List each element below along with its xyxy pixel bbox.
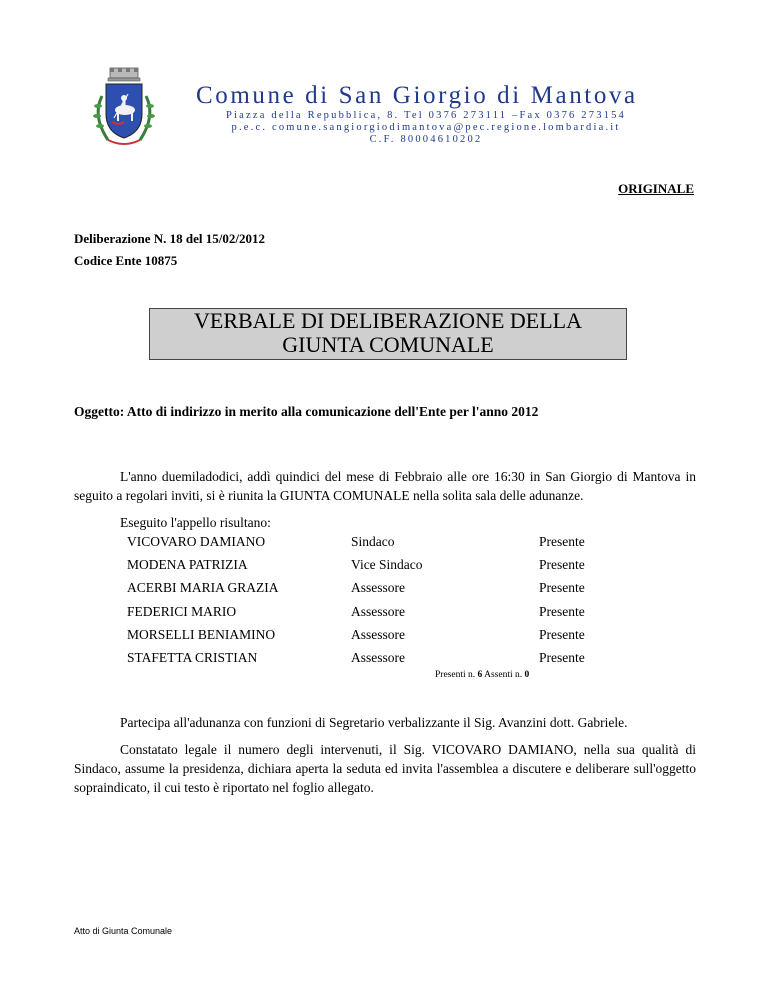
deliberation-number: Deliberazione N. 18 del 15/02/2012 (74, 231, 266, 246)
intro-paragraph: L'anno duemiladodici, addì quindici del mese di Febbraio alle ore 16:30 in San Giorgio di Mantova in seguito a regolari inviti, si è riunita la GIUNTA COMUNALE nella solita sala delle adunanze. (74, 469, 696, 503)
present-count: 6 (477, 670, 483, 680)
member-name: FEDERICI MARIO (127, 603, 237, 619)
document-title-box (149, 308, 627, 360)
member-name: MORSELLI BENIAMINO (127, 626, 276, 642)
list-item (127, 625, 627, 648)
document-title-line-2: GIUNTA COMUNALE (282, 332, 494, 357)
address-line: Piazza della Repubblica, 8. Tel 0376 273111 –Fax 0376 273154 (225, 110, 627, 121)
member-status: Presente (539, 626, 585, 642)
member-name: VICOVARO DAMIANO (127, 534, 266, 549)
member-role: Sindaco (351, 534, 395, 549)
member-status: Presente (539, 557, 585, 573)
subject-line: Oggetto: Atto di indirizzo in merito alla comunicazione dell'Ente per l'anno 2012 (74, 404, 539, 419)
pec-line: p.e.c. comune.sangiorgiodimantova@pec.regione.lombardia.it (231, 122, 621, 133)
attendance-list (127, 532, 627, 671)
member-role: Vice Sindaco (351, 557, 423, 573)
presidency-paragraph: Constatato legale il numero degli intervenuti, il Sig. VICOVARO DAMIANO, nella sua qualità di Sindaco, assume la presidenza, dichiara aperta la seduta ed invita l'assemblea a discutere e deliberare sull'oggetto sopraindicato, il cui testo è riportato nel foglio allegato. (74, 742, 696, 795)
member-name: ACERBI MARIA GRAZIA (127, 580, 279, 596)
list-item (127, 532, 627, 555)
document-title-line-1: VERBALE DI DELIBERAZIONE DELLA (194, 308, 582, 333)
member-status: Presente (539, 603, 585, 619)
entity-code: Codice Ente 10875 (74, 253, 178, 268)
coat-of-arms-logo (88, 66, 160, 150)
member-role: Assessore (351, 626, 405, 642)
absent-label: Assenti n. (484, 670, 523, 680)
member-status: Presente (539, 649, 585, 665)
member-role: Assessore (351, 580, 405, 596)
municipality-title: Comune di San Giorgio di Mantova (196, 82, 638, 109)
member-name: STAFETTA CRISTIAN (127, 649, 258, 665)
fiscal-code-line: C.F. 80004610202 (369, 134, 483, 145)
member-status: Presente (539, 580, 585, 596)
list-item (127, 648, 627, 671)
page-footer: Atto di Giunta Comunale (74, 926, 173, 936)
member-name: MODENA PATRIZIA (127, 557, 248, 573)
member-status: Presente (539, 534, 585, 549)
present-label: Presenti n. (435, 670, 476, 680)
roll-call-label: Eseguito l'appello risultano: (120, 515, 271, 530)
attendance-summary (435, 670, 529, 680)
secretary-paragraph: Partecipa all'adunanza con funzioni di Segretario verbalizzante il Sig. Avanzini dott. Gabriele. (120, 715, 628, 730)
list-item (127, 555, 627, 578)
originale-label: ORIGINALE (618, 181, 694, 196)
member-role: Assessore (351, 649, 405, 665)
member-role: Assessore (351, 603, 405, 619)
absent-count: 0 (524, 670, 530, 680)
list-item (127, 602, 627, 625)
list-item (127, 578, 627, 601)
